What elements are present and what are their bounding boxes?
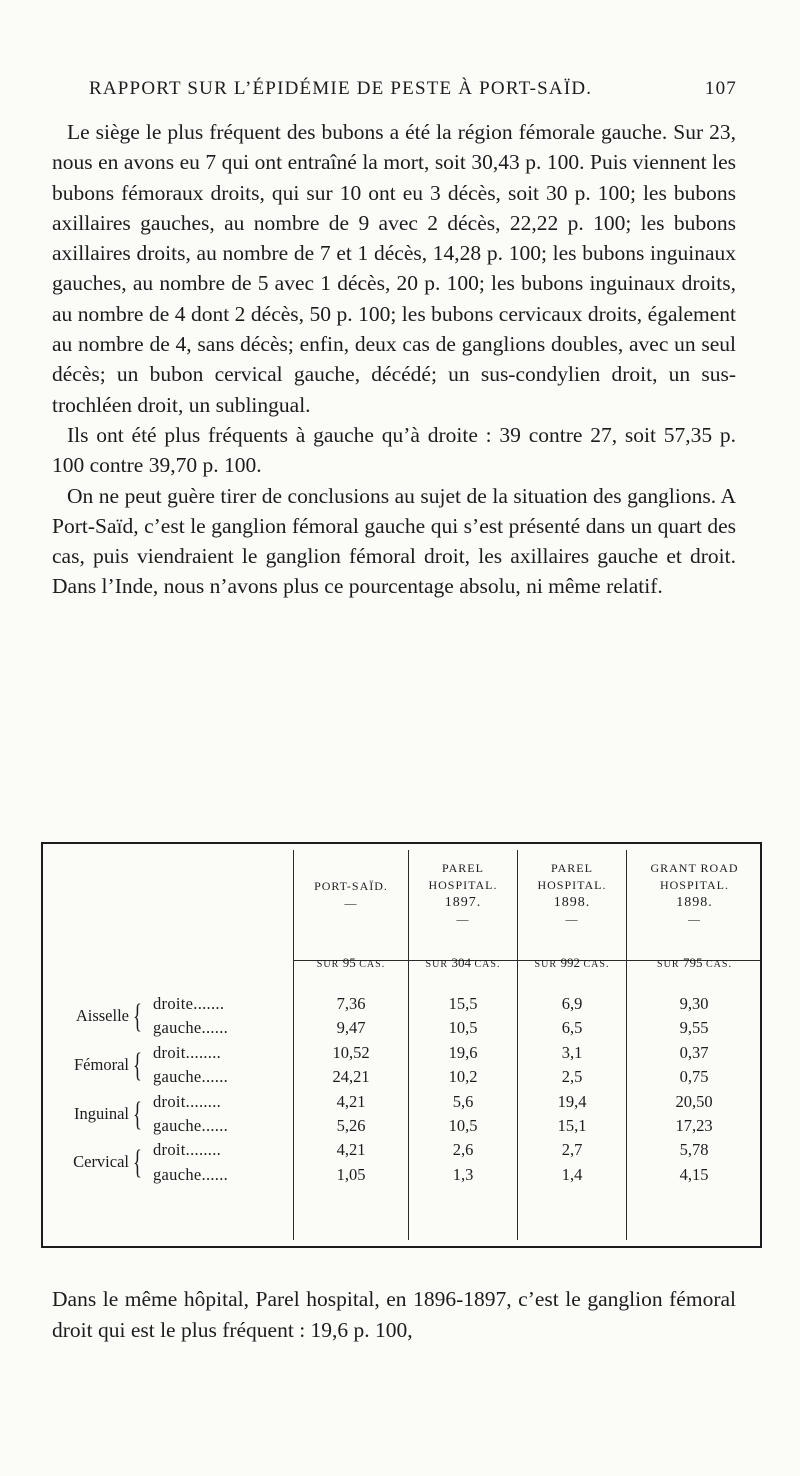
table-cell: 0,75 <box>679 1067 709 1087</box>
col-header-line2: PORT-SAÏD. <box>314 879 388 893</box>
count-suffix: CAS. <box>706 959 732 970</box>
row-label: droite....... <box>153 994 225 1013</box>
table-cell: 9,55 <box>679 1018 709 1038</box>
col-header-port-said <box>294 878 408 970</box>
table-cell: 2,7 <box>561 1140 583 1160</box>
count-suffix: CAS. <box>359 959 386 970</box>
count-prefix: SUR <box>534 959 557 970</box>
table-cell: 5,6 <box>452 1091 474 1111</box>
count-suffix: CAS. <box>583 959 610 970</box>
table-cell: 20,50 <box>675 1091 713 1111</box>
count-prefix: SUR <box>657 959 680 970</box>
col-header-parel-1897 <box>409 860 517 970</box>
col-header-dash: — <box>688 912 701 926</box>
table-cell: 9,47 <box>336 1018 366 1038</box>
body-text <box>52 117 736 602</box>
paragraph-2: Ils ont été plus fréquents à gauche qu’à droite : 39 contre 27, soit 57,35 p. 100 contre 39,70 p. 100. <box>52 422 736 478</box>
col-header-count <box>627 954 762 973</box>
table-cell: 2,6 <box>452 1140 474 1160</box>
row-label: gauche...... <box>153 1067 229 1087</box>
table-cell: 6,5 <box>561 1018 583 1038</box>
table-cell: 1,4 <box>561 1164 583 1184</box>
col-header-line2: HOSPITAL. <box>659 878 730 892</box>
table-cell: 15,1 <box>557 1116 587 1135</box>
table-cell: 4,21 <box>336 1140 366 1160</box>
col-header-year: 1898. <box>553 895 591 910</box>
col-header-line2: HOSPITAL. <box>537 878 607 892</box>
row-label: gauche...... <box>153 1018 229 1038</box>
table-cell: 19,4 <box>557 1091 587 1111</box>
table-cell: 10,5 <box>448 1116 478 1135</box>
paragraph-3: On ne peut guère tirer de conclusions au sujet de la situation des ganglions. A Port-Saïd, c’est le ganglion fémoral gauche qui s’est présenté dans un quart des cas, puis viendraient le ganglion fémoral droit, les axillaires gauche et droit. Dans l’Inde, nous n’avons plus ce pourcentage absolu, ni même relatif. <box>52 483 736 599</box>
table-cell: 19,6 <box>448 1042 478 1062</box>
group-label: Cervical <box>73 1152 129 1172</box>
table-cell: 10,2 <box>448 1067 478 1087</box>
count-prefix: SUR <box>425 959 448 970</box>
table-cell: 4,15 <box>679 1164 709 1184</box>
group-brace: { <box>133 998 142 1035</box>
count-value: 795 <box>683 955 703 970</box>
bubon-location-table <box>41 842 762 1248</box>
col-header-grant-road-1898 <box>627 860 762 970</box>
paragraph-1: Le siège le plus fréquent des bubons a été la région fémorale gauche. Sur 23, nous en avons eu 7 qui ont entraîné la mort, soit 30,43 p. 100. Puis viennent les bubons fémoraux droits, qui sur 10 ont eu 3 décès, soit 30 p. 100; les bubons axillaires gauches, au nombre de 9 avec 2 décès, 22,22 p. 100; les bubons axillaires droits, au nombre de 7 et 1 décès, 14,28 p. 100; les bubons inguinaux gauches, au nombre de 5 avec 1 décès, 20 p. 100; les bubons inguinaux droits, au nombre de 4 dont 2 décès, 50 p. 100; les bubons cervicaux droits, également au nombre de 4, sans décès; enfin, deux cas de ganglions doubles, avec un seul décès; un bubon cervical gauche, décédé; un sus-condylien droit, un sus-trochléen droit, un sublingual. <box>52 120 736 417</box>
row-label: droit........ <box>153 1140 222 1160</box>
col-header-count <box>294 954 408 973</box>
table-cell: 10,5 <box>448 1018 478 1038</box>
group-label: Aisselle <box>75 1006 129 1025</box>
col-header-line1: PAREL <box>442 861 484 875</box>
page-number: 107 <box>704 78 737 99</box>
col-header-count <box>409 954 517 973</box>
col-header-count <box>518 954 626 973</box>
col-header-parel-1898 <box>518 860 626 970</box>
count-suffix: CAS. <box>474 959 501 970</box>
running-head-title: RAPPORT SUR L’ÉPIDÉMIE DE PESTE À PORT-SAÏD. <box>89 78 593 99</box>
table-cell: 7,36 <box>336 994 366 1013</box>
group-brace: { <box>133 1046 142 1084</box>
table-cell: 2,5 <box>561 1067 583 1087</box>
table-cell: 6,9 <box>561 994 583 1013</box>
col-header-line1: GRANT ROAD <box>650 861 739 875</box>
col-header-year: 1898. <box>676 895 713 910</box>
count-value: 992 <box>560 955 580 970</box>
table-cell: 9,30 <box>679 994 709 1013</box>
group-label: Fémoral <box>74 1054 129 1074</box>
table-cell: 4,21 <box>336 1091 366 1111</box>
table-cell: 0,37 <box>679 1042 709 1062</box>
bottom-paragraph: Dans le même hôpital, Parel hospital, en 1896-1897, c’est le ganglion fémoral droit qui est le plus fréquent : 19,6 p. 100, <box>52 1287 736 1342</box>
table-cell: 24,21 <box>332 1067 370 1087</box>
row-label: droit........ <box>153 1042 222 1062</box>
table-cell: 15,5 <box>448 994 478 1013</box>
table-cell: 10,52 <box>332 1042 370 1062</box>
group-brace: { <box>133 1144 142 1182</box>
col-header-line2: HOSPITAL. <box>428 878 498 892</box>
table-cell: 17,23 <box>675 1116 713 1135</box>
row-label: gauche...... <box>153 1164 229 1184</box>
col-header-line1: PAREL <box>551 861 593 875</box>
table-cell: 5,78 <box>679 1140 709 1160</box>
group-brace: { <box>133 1095 142 1133</box>
col-header-dash: — <box>344 896 358 910</box>
count-prefix: SUR <box>316 959 340 970</box>
running-head <box>89 78 737 108</box>
group-label: Inguinal <box>74 1103 129 1123</box>
table-cell: 1,3 <box>452 1164 474 1184</box>
col-header-dash: — <box>456 912 470 926</box>
table-cell: 1,05 <box>336 1164 366 1184</box>
count-value: 304 <box>451 955 471 970</box>
table-cell: 5,26 <box>336 1116 366 1135</box>
table-cell: 3,1 <box>561 1042 583 1062</box>
row-label: gauche...... <box>153 1116 229 1135</box>
col-header-year: 1897. <box>444 895 482 910</box>
row-label: droit........ <box>153 1091 222 1111</box>
col-header-dash: — <box>565 912 579 926</box>
count-value: 95 <box>342 955 356 970</box>
